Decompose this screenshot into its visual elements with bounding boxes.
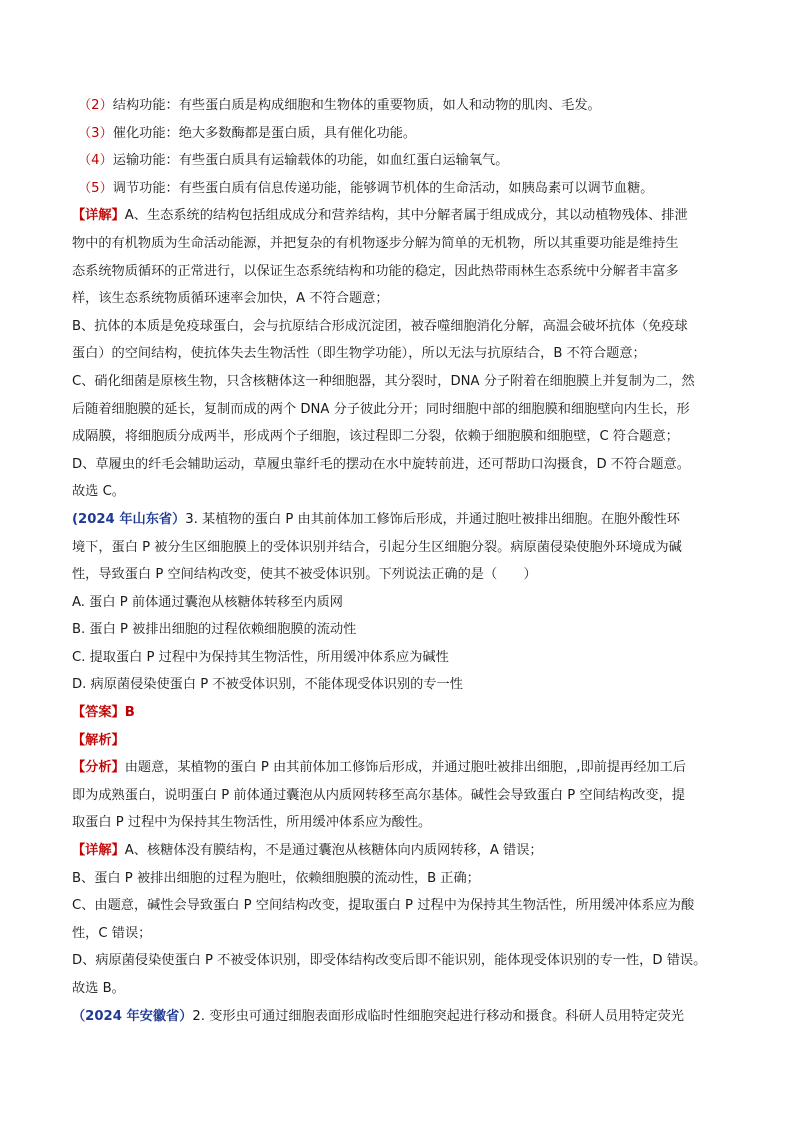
question-source: (2024 年山东省） — [72, 511, 186, 527]
option-a: A. 蛋白 P 前体通过囊泡从核糖体转移至内质网 — [72, 594, 343, 610]
detail-line: C、由题意，碱性会导致蛋白 P 空间结构改变，提取蛋白 P 过程中为保持其生物活性，所用缓冲体系应为酸 — [72, 898, 695, 914]
function-item: （4）运输功能：有些蛋白质具有运输载体的功能，如血红蛋白运输氧气。 — [78, 153, 509, 169]
detail-line: 物中的有机物质为生命活动能源，并把复杂的有机物逐步分解为简单的无机物，所以其重要功能是维持生 — [72, 235, 679, 251]
detail-line: D、草履虫的纤毛会辅助运动，草履虫靠纤毛的摆动在水中旋转前进，还可帮助口沟摄食，D 不符合题意。 — [72, 456, 690, 472]
question-stem: 境下，蛋白 P 被分生区细胞膜上的受体识别并结合，引起分生区细胞分裂。病原菌侵染使胞外环境成为碱 — [72, 539, 682, 555]
detail-line: 态系统物质循环的正常进行，以保证生态系统结构和功能的稳定，因此热带雨林生态系统中分解者丰富多 — [72, 263, 679, 279]
detail-line: 性，C 错误； — [72, 925, 152, 941]
detail-line: 【详解】A、核糖体没有膜结构，不是通过囊泡从核糖体向内质网转移，A 错误； — [72, 843, 543, 859]
conclusion: 故选 C。 — [72, 484, 125, 500]
option-c: C. 提取蛋白 P 过程中为保持其生物活性，所用缓冲体系应为碱性 — [72, 649, 449, 665]
question-source: （2024 年安徽省） — [72, 1008, 193, 1024]
answer-line: 【答案】B — [72, 705, 135, 721]
detail-line: 样，该生态系统物质循环速率会加快，A 不符合题意； — [72, 291, 389, 307]
detail-line: B、抗体的本质是免疫球蛋白，会与抗原结合形成沉淀团，被吞噬细胞消化分解，高温会破坏抗体（免疫球 — [72, 318, 688, 334]
detail-line: 后随着细胞膜的延长，复制而成的两个 DNA 分子彼此分开；同时细胞中部的细胞膜和细胞壁向内生长，形 — [72, 401, 690, 417]
analysis-heading: 【解析】 — [72, 732, 125, 748]
question-stem: （2024 年安徽省）2. 变形虫可通过细胞表面形成临时性细胞突起进行移动和摄食。科研人员用特定荧光 — [72, 1008, 684, 1024]
analysis-line: 取蛋白 P 过程中为保持其生物活性，所用缓冲体系应为酸性。 — [72, 815, 432, 831]
question-stem: (2024 年山东省）3. 某植物的蛋白 P 由其前体加工修饰后形成，并通过胞吐被排出细胞。在胞外酸性环 — [72, 511, 680, 527]
analysis-line: 即为成熟蛋白，说明蛋白 P 前体通过囊泡从内质网转移至高尔基体。碱性会导致蛋白 P 空间结构改变，提 — [72, 787, 685, 803]
detail-line: 【详解】A、生态系统的结构包括组成成分和营养结构，其中分解者属于组成成分，其以动植物残体、排泄 — [72, 208, 688, 224]
detail-line: 蛋白）的空间结构，使抗体失去生物活性（即生物学功能），所以无法与抗原结合，B 不符合题意； — [72, 346, 646, 362]
function-item: （5）调节功能：有些蛋白质有信息传递功能，能够调节机体的生命活动，如胰岛素可以调节血糖。 — [78, 180, 654, 196]
question-stem: 性，导致蛋白 P 空间结构改变，使其不被受体识别。下列说法正确的是（ ） — [72, 567, 537, 583]
detail-line: 成隔膜，将细胞质分成两半，形成两个子细胞，该过程即二分裂，依赖于细胞膜和细胞壁，C 符合题意； — [72, 429, 679, 445]
conclusion: 故选 B。 — [72, 981, 125, 996]
option-d: D. 病原菌侵染使蛋白 P 不被受体识别，不能体现受体识别的专一性 — [72, 677, 463, 693]
function-item: （2）结构功能：有些蛋白质是构成细胞和生物体的重要物质，如人和动物的肌肉、毛发。 — [78, 98, 601, 113]
detail-line: C、硝化细菌是原核生物，只含核糖体这一种细胞器，其分裂时，DNA 分子附着在细胞膜上并复制为二，然 — [72, 373, 695, 389]
option-b: B. 蛋白 P 被排出细胞的过程依赖细胞膜的流动性 — [72, 622, 357, 638]
function-item: （3）催化功能：绝大多数酶都是蛋白质，具有催化功能。 — [78, 125, 417, 141]
detail-line: B、蛋白 P 被排出细胞的过程为胞吐，依赖细胞膜的流动性，B 正确； — [72, 870, 480, 886]
detail-line: D、病原菌侵染使蛋白 P 不被受体识别，即受体结构改变后即不能识别，能体现受体识别的专一性，D 错误。 — [72, 953, 707, 969]
analysis-line: 【分析】由题意，某植物的蛋白 P 由其前体加工修饰后形成，并通过胞吐被排出细胞，,即前提再经加工后 — [72, 760, 686, 776]
